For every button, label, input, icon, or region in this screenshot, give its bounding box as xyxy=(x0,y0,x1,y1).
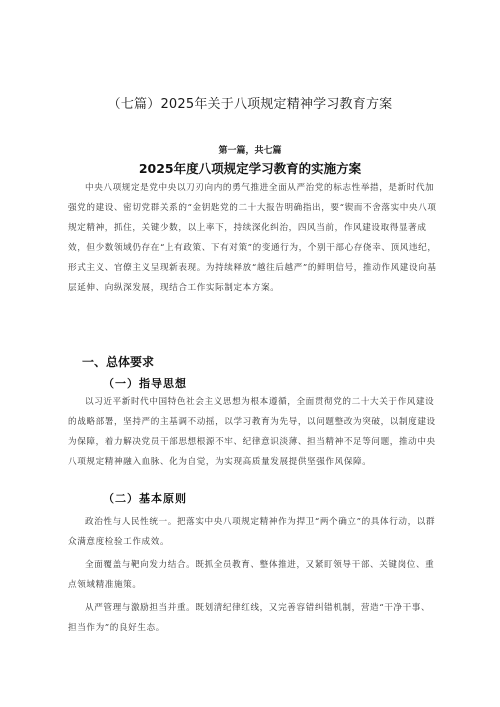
guiding-ideology-paragraph: 以习近平新时代中国特色社会主义思想为根本遵循，全面贯彻党的二十大关于作风建设的战略部署，坚持严的主基调不动摇，以学习教育为先导，以问题整改为突破，以制度建设为保障，着力解决党员干部思想根源不牢、纪律意识淡薄、担当精神不足等问题，推动中央八项规定精神融入血脉、化为自觉，为实现高质量发展提供坚强作风保障。 xyxy=(68,397,436,467)
subsection-heading-basic-principles: （二）基本原则 xyxy=(103,492,187,505)
intro-paragraph: 中央八项规定是党中央以刀刃向内的勇气推进全面从严治党的标志性举措，是新时代加强党的建设、密切党群关系的“金钥匙党的二十大报告明确指出，要“锲而不舍落实中央八项规定精神，抓住，关键少数，以上率下，持续深化纠治，四风当前，作风建设取得显著成效，但少数领域仍存在“上有政策、下有对策”的变通行为，个别干部心存侥幸、顶风违纪，形式主义、官僚主义呈现新表现。为持续释放“越往后越严”的鲜明信号，推动作风建设向基层延伸、向纵深发展，现结合工作实际制定本方案。 xyxy=(68,183,437,293)
subsection-heading-guiding-ideology: （一）指导思想 xyxy=(103,377,187,390)
part-label: 第一篇，共七篇 xyxy=(218,146,282,156)
principle-paragraph-1: 政治性与人民性统一。把落实中央八项规定精神作为捍卫“两个确立”的具体行动，以群众满意度检验工作成效。 xyxy=(68,517,436,547)
section-heading-general-requirements: 一、总体要求 xyxy=(82,355,155,369)
principle-paragraph-3: 从严管理与激励担当并重。既划清纪律红线，又完善容错纠错机制，营造“干净干事、担当作为”的良好生态。 xyxy=(68,603,431,633)
plan-subtitle: 2025年度八项规定学习教育的实施方案 xyxy=(138,161,362,176)
principle-paragraph-2: 全面覆盖与靶向发力结合。既抓全员教育、整体推进，又紧盯领导干部、关键岗位、重点领域精准施策。 xyxy=(68,560,435,590)
document-title: （七篇）2025年关于八项规定精神学习教育方案 xyxy=(107,97,393,112)
